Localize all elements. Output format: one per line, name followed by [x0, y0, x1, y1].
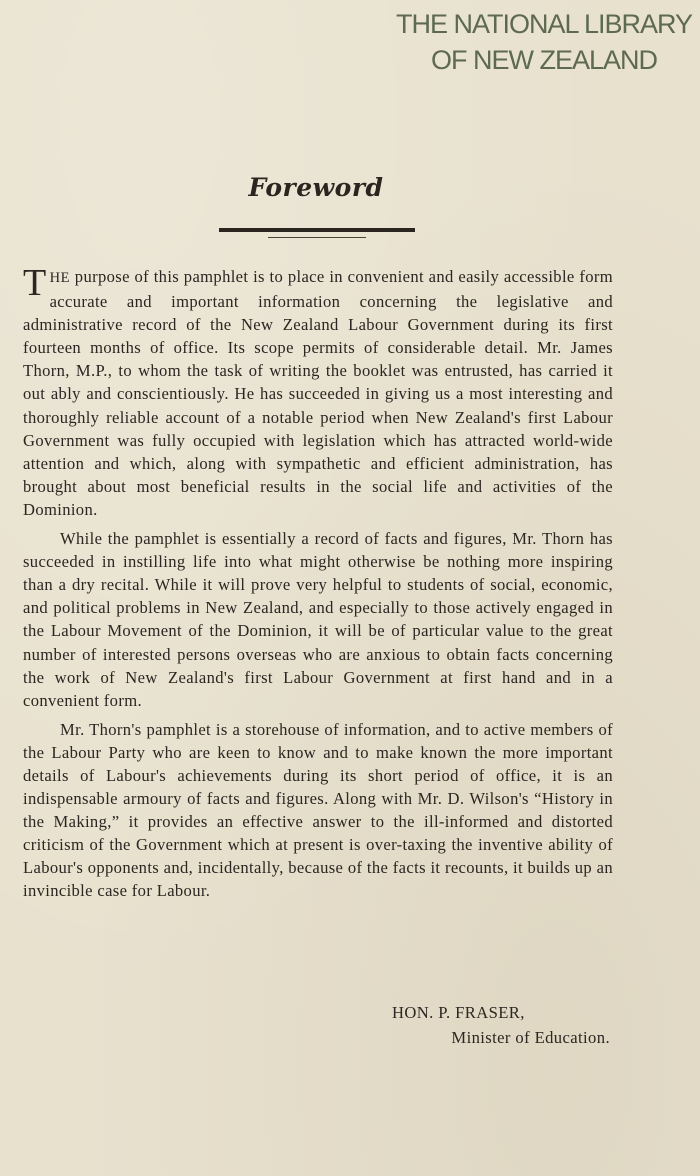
title-rule-thick — [219, 228, 415, 232]
signature-block — [0, 1000, 610, 1050]
paragraph-1-text: purpose of this pamphlet is to place in convenient and easily accessible form accurate and important information concerning the legislative and administrative record of the New Zealand Labour Government during its first fourteen months of office. Its scope permits of considerable detail. Mr. James Thorn, M.P., to whom the task of writing the booklet was entrusted, has carried it out ably and conscientiously. He has succeeded in giving us a most interesting and thoroughly reliable account of a notable period when New Zealand's first Labour Government was fully occupied with legislation which has attracted world-wide attention and which, along with sympathetic and efficient administration, has brought about most beneficial results in the social life and activities of the Dominion. — [23, 267, 613, 519]
paragraph-1-capword: HE — [49, 270, 71, 286]
title-rule-thin — [268, 237, 366, 238]
drop-cap: T — [23, 262, 47, 304]
stamp-line-2: OF NEW ZEALAND — [430, 45, 658, 75]
signatory-title: Minister of Education. — [451, 1028, 610, 1047]
signatory-name: HON. P. FRASER, — [392, 1003, 525, 1022]
paragraph-3: Mr. Thorn's pamphlet is a storehouse of information, and to active members of the Labour Party who are keen to know and to make known the more important details of Labour's achievements during its short period of office, it is an indispensable armoury of facts and figures. Along with Mr. D. Wilson's “History in the Making,” it provides an effective answer to the ill-informed and distorted criticism of the Government which at present is over-taxing the inventive ability of Labour's opponents and, incidentally, because of the facts it recounts, it builds up an invincible case for Labour. — [23, 719, 613, 901]
paragraph-1 — [23, 262, 613, 521]
page-title: Foreword — [248, 173, 384, 202]
stamp-line-1: THE NATIONAL LIBRARY — [395, 9, 693, 39]
foreword-body — [23, 262, 613, 909]
library-stamp — [394, 6, 694, 78]
paragraph-2: While the pamphlet is essentially a record of facts and figures, Mr. Thorn has succeeded in instilling life into what might otherwise be nothing more inspiring than a dry recital. While it will prove very helpful to students of social, economic, and political problems in New Zealand, and especially to those actively engaged in the Labour Movement of the Dominion, it will be of particular value to the great number of interested persons overseas who are anxious to obtain facts concerning the work of New Zealand's first Labour Government at first hand and in a convenient form. — [23, 529, 613, 710]
